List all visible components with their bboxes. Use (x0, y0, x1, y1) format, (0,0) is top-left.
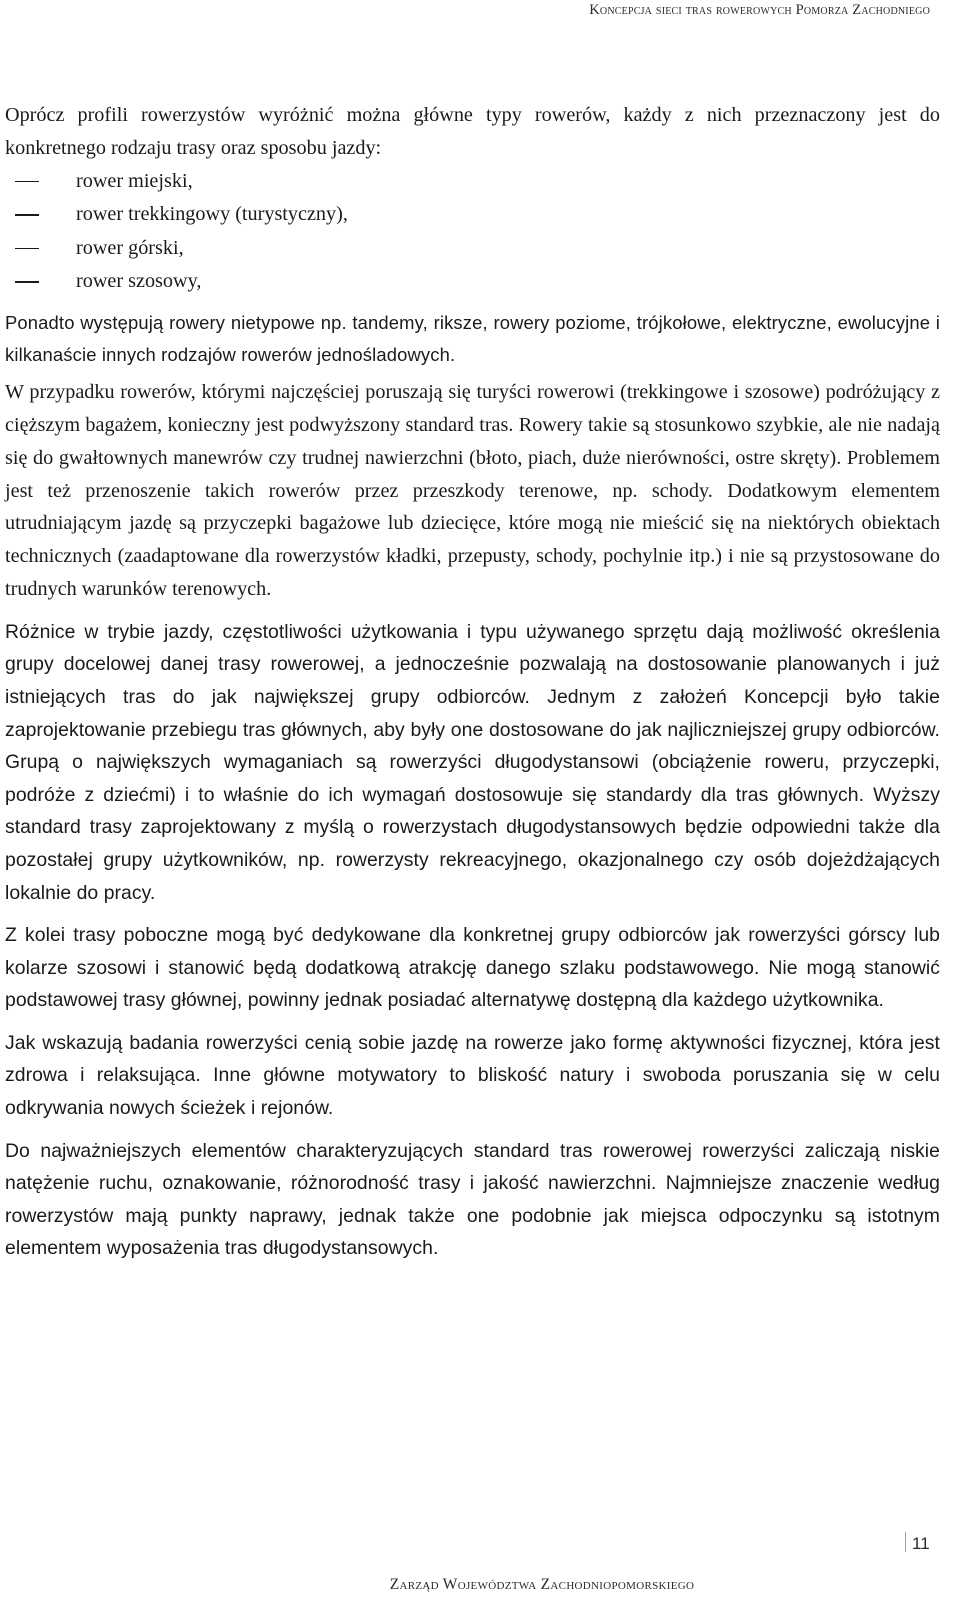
page-number (905, 1532, 930, 1554)
page-header-title: Koncepcja sieci tras rowerowych Pomorza Zachodniego (589, 2, 930, 18)
list-item (5, 265, 940, 299)
paragraph-motivators: Jak wskazują badania rowerzyści cenią sobie jazdę na rowerze jako formę aktywności fizycznej, która jest zdrowa i relaksująca. Inne główne motywatory to bliskość natury i swoboda poruszania się w celu odkrywania nowych ścieżek i rejonów. (5, 1031, 940, 1120)
paragraph-side-routes: Z kolei trasy poboczne mogą być dedykowane dla konkretnej grupy odbiorców jak rowerzyści górscy lub kolarze szosowi i stanowić będą dodatkową atrakcję danego szlaku podstawowego. Nie mogą stanowić podstawowej trasy głównej, powinny jednak posiadać alternatywę dostępną dla każdego użytkownika. (5, 924, 940, 1012)
list-item-text: rower górski, (76, 236, 184, 259)
intro-paragraph: Oprócz profili rowerzystów wyróżnić można główne typy rowerów, każdy z nich przeznaczony jest do konkretnego rodzaju trasy oraz sposobu jazdy: (5, 104, 940, 159)
list-item (5, 198, 940, 232)
list-item-text: rower miejski, (76, 169, 193, 192)
paragraph-target-group: Różnice w trybie jazdy, częstotliwości użytkowania i typu używanego sprzętu dają możliwość określenia grupy docelowej danej trasy rowerowej, a jednocześnie pozwalają na dostosowanie planowanych i już istniejących tras do jak największej grupy odbiorców. Jednym z założeń Koncepcji było takie zaprojektowanie przebiegu tras głównych, aby były one dostosowane do jak najliczniejszej grupy odbiorców. Grupą o największych wymaganiach są rowerzyści długodystansowi (obciążenie roweru, przyczepki, podróże z dziećmi) i to właśnie do ich wymagań dostosowuje się standardy dla tras głównych. Wyższy standard trasy zaprojektowany z myślą o rowerzystach długodystansowych będzie odpowiedni także dla pozostałej grupy użytkowników, np. rowerzysty rekreacyjnego, okazjonalnego czy osób dojeżdżających lokalnie do pracy. (5, 620, 940, 904)
list-item (5, 165, 940, 199)
list-item (5, 232, 940, 266)
list-item-text: rower trekkingowy (turystyczny), (76, 203, 348, 226)
page-number-text: 11 (912, 1534, 930, 1553)
bike-types-list (5, 165, 940, 299)
dash-bullet-icon (15, 248, 39, 250)
paragraph-tourist-bikes: W przypadku rowerów, którymi najczęściej poruszają się turyści rowerowi (trekkingowe i szosowe) podróżujący z cięższym bagażem, konieczny jest podwyższony standard tras. Rowery takie są stosunkowo szybkie, ale nie nadają się do gwałtownych manewrów czy trudnej nawierzchni (błoto, piach, duże nierówności, ostre skręty). Problemem jest też przenoszenie takich rowerów przez przeszkody terenowe, np. schody. Dodatkowym elementem utrudniającym jazdę są przyczepki bagażowe lub dziecięce, które mogą nie mieścić się na niektórych obiektach technicznych (zaadaptowane dla rowerzystów kładki, przepusty, schody, pochylnie itp.) i nie są przystosowane do trudnych warunków terenowych. (5, 381, 940, 600)
document-body (5, 99, 940, 1265)
dash-bullet-icon (15, 281, 39, 283)
dash-bullet-icon (15, 181, 39, 183)
dash-bullet-icon (15, 214, 39, 216)
page-number-divider (905, 1532, 906, 1552)
paragraph-route-standard: Do najważniejszych elementów charakteryzujących standard tras rowerowej rowerzyści zaliczają niskie natężenie ruchu, oznakowanie, różnorodność trasy i jakość nawierzchni. Najmniejsze znaczenie według rowerzystów mają punkty naprawy, jednak także one podobnie jak miejsca odpoczynku są istotnym elementem wyposażenia tras długodystansowych. (5, 1139, 940, 1260)
paragraph-unusual-bikes: Ponadto występują rowery nietypowe np. tandemy, riksze, rowery poziome, trójkołowe, elektryczne, ewolucyjne i kilkanaście innych rodzajów rowerów jednośladowych. (5, 311, 940, 366)
page-footer-organization: Zarząd Województwa Zachodniopomorskiego (389, 1576, 695, 1593)
list-item-text: rower szosowy, (76, 270, 202, 293)
